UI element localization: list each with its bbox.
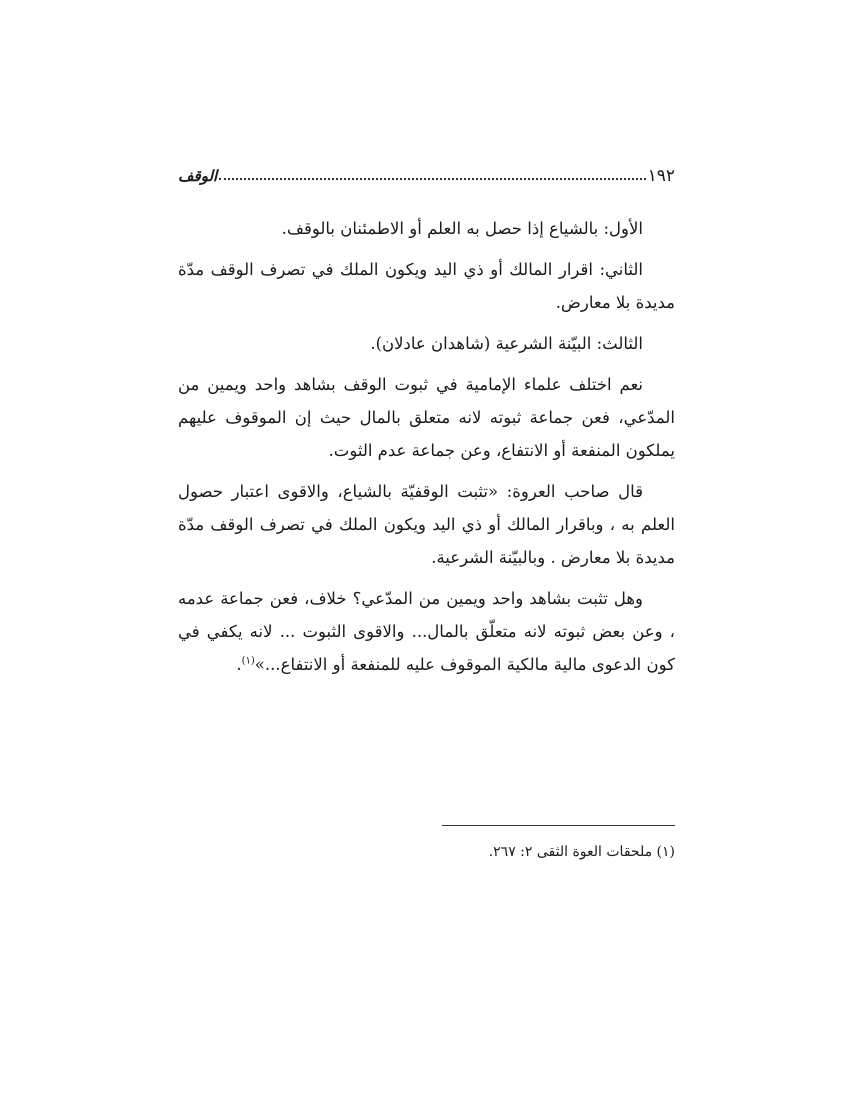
header-dot-leader xyxy=(219,178,645,180)
body-text xyxy=(178,212,675,689)
footnote: (١) ملحقات العوة الثقى ٢: ٢٦٧. xyxy=(488,844,675,860)
paragraph-second-method: الثاني: اقرار المالك أو ذي اليد ويكون الملك في تصرف الوقف مدّة مديدة بلا معارض. xyxy=(178,260,675,312)
page-number: ١٩٢ xyxy=(647,166,675,186)
footnote-separator xyxy=(442,825,675,826)
page-header xyxy=(178,160,675,186)
paragraph-urwa-quote: قال صاحب العروة: «تثبت الوقفيّة بالشياع، والاقوى اعتبار حصول العلم به ، وباقرار المالك أو ذي اليد ويكون الملك في تصرف الوقف مدّة مديدة بلا معارض . وبالبيّنة الشرعية. xyxy=(178,482,675,567)
paragraph-end-mark: . xyxy=(236,655,242,674)
running-title: الوقف xyxy=(178,167,218,185)
paragraph-first-method: الأول: بالشياع إذا حصل به العلم أو الاطمئنان بالوقف. xyxy=(281,219,643,238)
paragraph-single-witness xyxy=(178,582,675,681)
footnote-reference: (١) xyxy=(241,655,255,667)
paragraph-disagreement: نعم اختلف علماء الإمامية في ثبوت الوقف بشاهد واحد ويمين من المدّعي، فعن جماعة ثبوته لانه متعلق بالمال حيث إن الموقوف عليهم يملكون المنفعة أو الانتفاع، وعن جماعة عدم الثوت. xyxy=(178,375,675,460)
paragraph-single-witness-text: وهل تثبت بشاهد واحد ويمين من المدّعي؟ خلاف، فعن جماعة عدمه ، وعن بعض ثبوته لانه متعلّق بالمال... والاقوى الثبوت ... لانه يكفي في كون الدعوى مالية مالكية الموقوف عليه للمنفعة أو الانتفاع...» xyxy=(178,589,675,674)
paragraph-third-method: الثالث: البيّنة الشرعية (شاهدان عادلان). xyxy=(370,334,643,353)
